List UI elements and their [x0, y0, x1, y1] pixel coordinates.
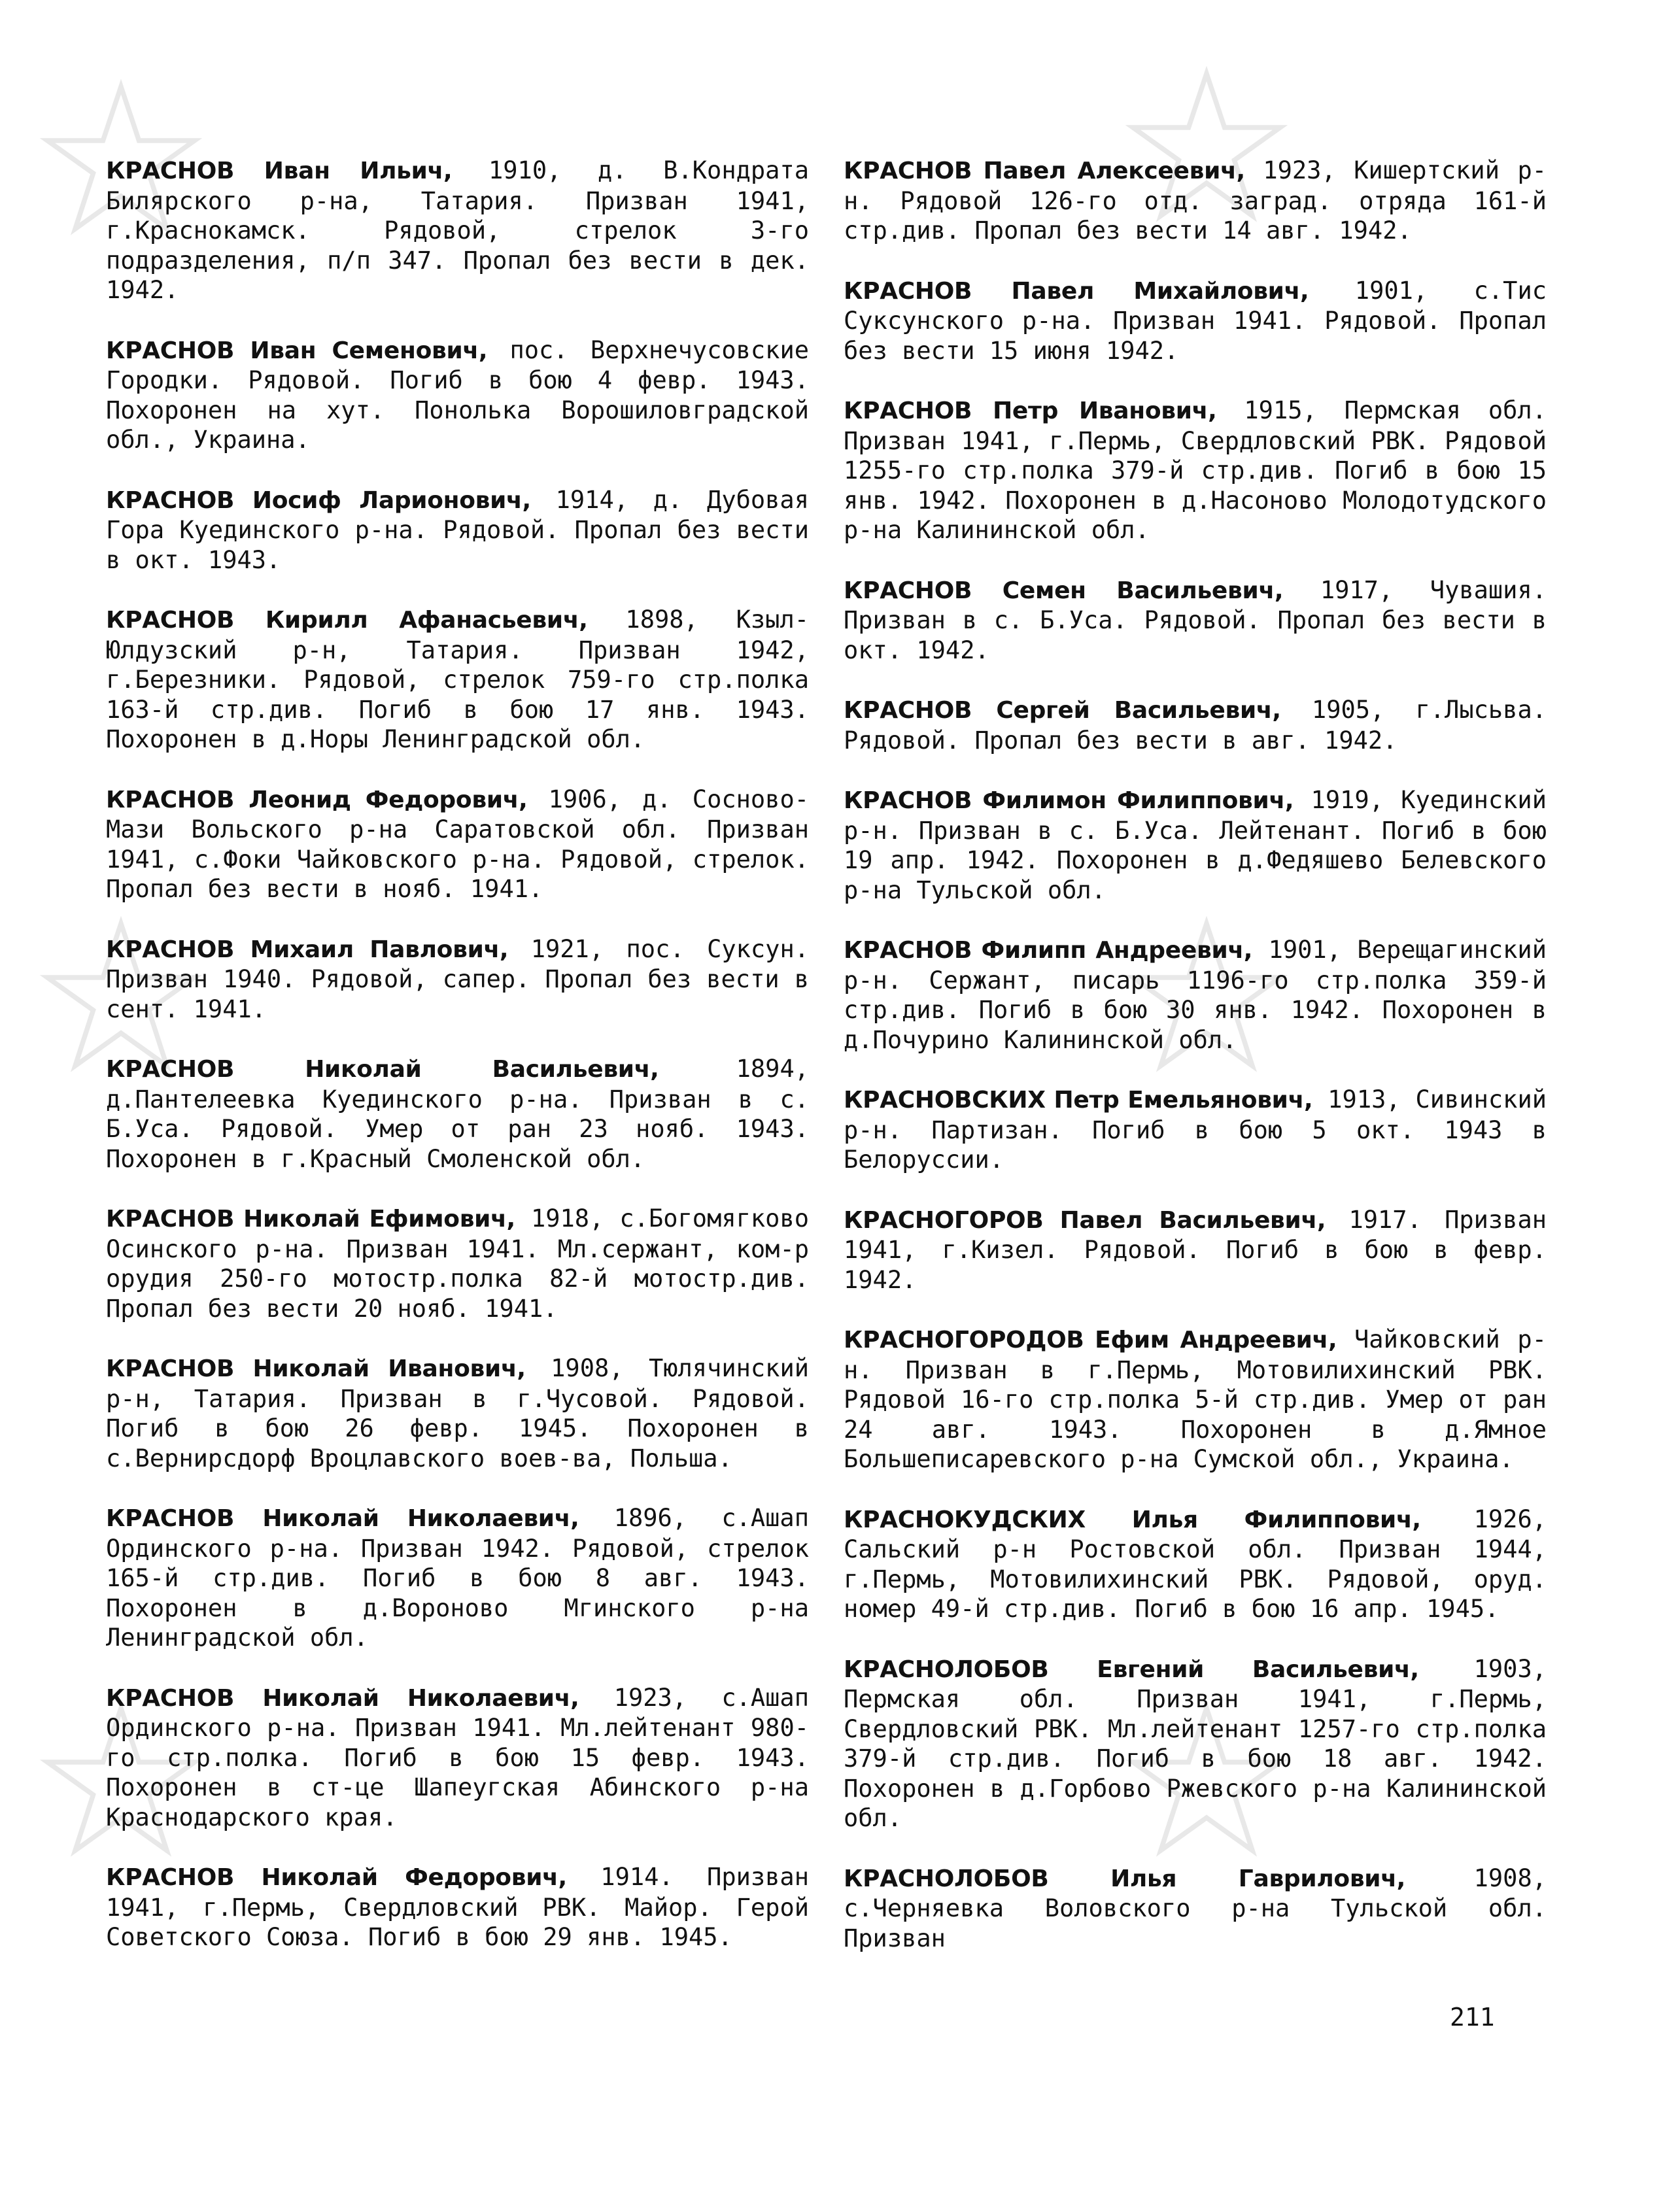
entry-name: КРАСНОГОРОВ Павел Васильевич,: [844, 1206, 1326, 1234]
biography-entry: [844, 785, 1547, 905]
entry-name: КРАСНОВ Филимон Филиппович,: [844, 787, 1294, 814]
biography-entry: [844, 1205, 1547, 1295]
entry-text: 1908, Тюлячинский р-н, Татария. Призван в г.Чусовой. Рядовой. Погиб в бою 26 февр. 1945. Похоронен в с.Вернирсдорф Вроцлавского воев-ва, Польша.: [106, 1354, 809, 1472]
entry-text: 1894, д.Пантелеевка Куединского р-на. Призван в с. Б.Уса. Рядовой. Умер от ран 23 нояб. 1943. Похоронен в г.Красный Смоленской обл.: [106, 1055, 810, 1173]
entry-name: КРАСНОВ Николай Ефимович,: [106, 1206, 515, 1233]
entry-name: КРАСНОВ Павел Михайлович,: [844, 277, 1309, 305]
entry-text: 1896, с.Ашап Ординского р-на. Призван 1942. Рядовой, стрелок 165-й стр.див. Погиб в бою 8 авг. 1943. Похоронен в д.Вороново Мгинского р-на Ленинградской обл.: [106, 1504, 809, 1652]
entry-text: 1898, Кзыл-Юлдузский р-н, Татария. Призван 1942, г.Березники. Рядовой, стрелок 759-го стр.полка 163-й стр.див. Погиб в бою 17 янв. 1943. Похоронен в д.Норы Ленинградской обл.: [106, 605, 809, 753]
biography-entry: [844, 935, 1547, 1055]
entry-text: 1917. Призван 1941, г.Кизел. Рядовой. Погиб в бою в февр. 1942.: [844, 1205, 1547, 1294]
entry-name: КРАСНОВ Николай Николаевич,: [106, 1684, 579, 1712]
entry-text: 1914, д. Дубовая Гора Куединского р-на. Рядовой. Пропал без вести в окт. 1943.: [106, 485, 809, 574]
biography-entry: [844, 1325, 1547, 1474]
entry-name: КРАСНОВ Иван Ильич,: [106, 158, 453, 184]
entry-name: КРАСНОВСКИХ Петр Емельянович,: [844, 1087, 1313, 1114]
entry-name: КРАСНОВ Николай Федорович,: [106, 1864, 567, 1891]
page-number: 211: [1450, 2003, 1495, 2032]
entry-text: 1914. Призван 1941, г.Пермь, Свердловский РВК. Майор. Герой Советского Союза. Погиб в бою 29 янв. 1945.: [106, 1863, 809, 1951]
biography-entry: [106, 1862, 809, 1952]
entry-name: КРАСНОВ Кирилл Афанасьевич,: [106, 607, 588, 634]
entry-name: КРАСНОВ Иосиф Ларионович,: [106, 486, 531, 514]
biography-entry: [844, 695, 1547, 755]
biography-entry: [844, 1654, 1547, 1833]
entry-text: 1923, с.Ашап Ординского р-на. Призван 1941. Мл.лейтенант 980-го стр.полка. Погиб в бою 15 февр. 1943. Похоронен в ст-це Шапеугская Абинского р-на Краснодарского края.: [106, 1683, 809, 1831]
biography-entry: [106, 335, 809, 455]
entry-name: КРАСНОВ Сергей Васильевич,: [844, 697, 1281, 724]
right-column: [844, 156, 1547, 1983]
entry-text: 1917, Чувашия. Призван в с. Б.Уса. Рядовой. Пропал без вести в окт. 1942.: [844, 575, 1547, 664]
entry-name: КРАСНОВ Николай Иванович,: [106, 1355, 526, 1382]
biography-entry: [106, 1204, 809, 1323]
biography-entry: [106, 785, 809, 904]
biography-entry: [844, 156, 1547, 246]
biography-entry: [106, 1683, 809, 1833]
biography-entry: [106, 605, 809, 755]
biography-entry: [106, 934, 809, 1025]
entry-text: 1913, Сивинский р-н. Партизан. Погиб в бою 5 окт. 1943 в Белоруссии.: [844, 1085, 1547, 1174]
biography-entry: [844, 1863, 1547, 1954]
entry-text: 1921, пос. Суксун. Призван 1940. Рядовой, сапер. Пропал без вести в сент. 1941.: [106, 934, 809, 1023]
entry-name: КРАСНОВ Иван Семенович,: [106, 337, 488, 364]
biography-entry: [106, 1054, 809, 1174]
biography-entry: [106, 485, 809, 575]
biography-entry: [106, 1503, 809, 1653]
entry-name: КРАСНОКУДСКИХ Илья Филиппович,: [844, 1506, 1421, 1533]
biography-entry: [844, 1505, 1547, 1624]
entry-name: КРАСНОВ Николай Васильевич,: [106, 1056, 659, 1083]
entry-text: 1923, Кишертский р-н. Рядовой 126-го отд. заград. отряда 161-й стр.див. Пропал без вести 14 авг. 1942.: [844, 156, 1547, 245]
left-column: [106, 156, 809, 1982]
entry-name: КРАСНОВ Михаил Павлович,: [106, 936, 509, 963]
entry-name: КРАСНОЛОБОВ Евгений Васильевич,: [844, 1656, 1419, 1683]
entry-text: 1905, г.Лысьва. Рядовой. Пропал без вести в авг. 1942.: [844, 696, 1547, 755]
biography-entry: [106, 156, 809, 305]
entry-text: 1910, д. В.Кондрата Билярского р-на, Татария. Призван 1941, г.Краснокамск. Рядовой, стрелок 3-го подразделения, п/п 347. Пропал без вести в дек. 1942.: [106, 156, 809, 304]
entry-text: 1918, с.Богомягково Осинского р-на. Призван 1941. Мл.сержант, ком-р орудия 250-го мотостр.полка 82-й мотостр.див. Пропал без вести 20 нояб. 1941.: [106, 1204, 809, 1323]
entry-text: 1901, Верещагинский р-н. Сержант, писарь 1196-го стр.полка 359-й стр.див. Погиб в бою 30 янв. 1942. Похоронен в д.Почурино Калининской обл.: [844, 936, 1547, 1054]
biography-entry: [844, 575, 1547, 666]
entry-name: КРАСНОВ Петр Иванович,: [844, 398, 1217, 424]
entry-text: 1919, Куединский р-н. Призван в с. Б.Уса. Лейтенант. Погиб в бою 19 апр. 1942. Похоронен в д.Федяшево Белевского р-на Тульской обл.: [844, 786, 1547, 904]
entry-text: 1915, Пермская обл. Призван 1941, г.Пермь, Свердловский РВК. Рядовой 1255-го стр.полка 379-й стр.див. Погиб в бою 15 янв. 1942. Похоронен в д.Насоново Молодотудского р-на Калининской обл.: [844, 396, 1547, 544]
entry-name: КРАСНОВ Николай Николаевич,: [106, 1505, 579, 1532]
entry-text: 1926, Сальский р-н Ростовской обл. Призван 1944, г.Пермь, Мотовилихинский РВК. Рядовой, оруд. номер 49-й стр.див. Погиб в бою 16 апр. 1945.: [844, 1505, 1547, 1623]
entry-name: КРАСНОВ Павел Алексеевич,: [844, 158, 1245, 184]
entry-name: КРАСНОГОРОДОВ Ефим Андреевич,: [844, 1327, 1337, 1353]
entry-name: КРАСНОЛОБОВ Илья Гаврилович,: [844, 1865, 1406, 1892]
biography-entry: [106, 1353, 809, 1473]
biography-entry: [844, 1085, 1547, 1175]
entry-name: КРАСНОВ Филипп Андреевич,: [844, 937, 1253, 964]
biography-entry: [844, 276, 1547, 366]
entry-text: Чайковский р-н. Призван в г.Пермь, Мотовилихинский РВК. Рядовой 16-го стр.полка 5-й стр.див. Умер от ран 24 авг. 1943. Похоронен в д.Ямное Большеписаревского р-на Сумской обл., Украина.: [844, 1325, 1547, 1473]
biography-entry: [844, 396, 1547, 545]
entry-text: 1906, д. Сосново-Мази Вольского р-на Саратовской обл. Призван 1941, с.Фоки Чайковского р-на. Рядовой, стрелок. Пропал без вести в нояб. 1941.: [106, 785, 810, 903]
entry-text: 1903, Пермская обл. Призван 1941, г.Пермь, Свердловский РВК. Мл.лейтенант 1257-го стр.полка 379-й стр.див. Погиб в бою 18 авг. 1942. Похоронен в д.Горбово Ржевского р-на Калининской обл.: [844, 1654, 1547, 1832]
entry-text: 1908, с.Черняевка Воловского р-на Тульской обл. Призван: [844, 1863, 1547, 1952]
entry-text: 1901, с.Тис Суксунского р-на. Призван 1941. Рядовой. Пропал без вести 15 июня 1942.: [844, 276, 1547, 365]
entry-text: пос. Верхнечусовские Городки. Рядовой. Погиб в бою 4 февр. 1943. Похоронен на хут. Понолька Ворошиловградской обл., Украина.: [106, 335, 810, 454]
entry-name: КРАСНОВ Семен Васильевич,: [844, 577, 1284, 604]
entry-name: КРАСНОВ Леонид Федорович,: [106, 786, 528, 813]
